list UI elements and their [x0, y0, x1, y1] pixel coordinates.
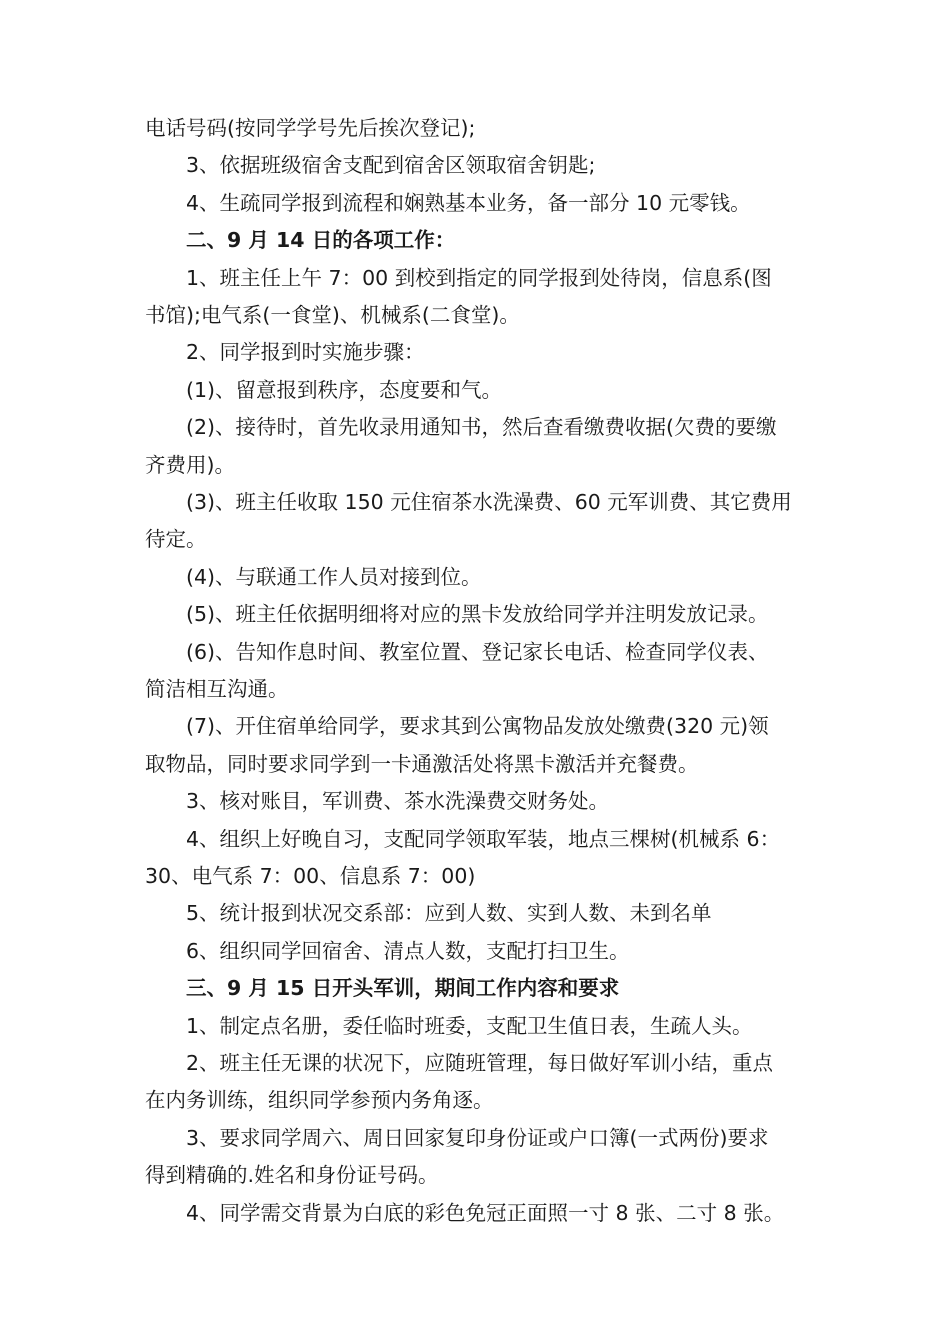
- text-line: 30、电气系 7：00、信息系 7：00): [145, 864, 476, 888]
- text-line: 取物品，同时要求同学到一卡通激活处将黑卡激活并充餐费。: [145, 751, 699, 776]
- text-line: (4)、与联通工作人员对接到位。: [186, 564, 482, 589]
- text-line: 待定。: [145, 527, 207, 552]
- text-line: (2)、接待时，首先收录用通知书，然后查看缴费收据(欠费的要缴: [186, 415, 777, 440]
- text-line: 4、组织上好晚自习，支配同学领取军装，地点三棵树(机械系 6：: [186, 826, 781, 851]
- text-line: 6、组织同学回宿舍、清点人数，支配打扫卫生。: [186, 938, 630, 963]
- text-line: 5、统计报到状况交系部：应到人数、实到人数、未到名单: [186, 901, 712, 926]
- text-line: 2、同学报到时实施步骤：: [186, 340, 425, 365]
- text-line: 4、同学需交背景为白底的彩色免冠正面照一寸 8 张、二寸 8 张。: [186, 1200, 785, 1225]
- text-line: 4、生疏同学报到流程和娴熟基本业务，备一部分 10 元零钱。: [186, 190, 751, 215]
- text-line: 3、核对账目，军训费、茶水洗澡费交财务处。: [186, 789, 610, 814]
- text-line: 得到精确的.姓名和身份证号码。: [145, 1163, 439, 1188]
- section-heading: 三、9 月 15 日开头军训，期间工作内容和要求: [186, 976, 620, 1001]
- text-line: 3、要求同学周六、周日回家复印身份证或户口簿(一式两份)要求: [186, 1125, 769, 1150]
- text-line: 1、制定点名册，委任临时班委，支配卫生值日表，生疏人头。: [186, 1013, 753, 1038]
- text-line: (7)、开住宿单给同学，要求其到公寓物品发放处缴费(320 元)领: [186, 714, 769, 739]
- text-line: 在内务训练，组织同学参预内务角逐。: [145, 1088, 494, 1113]
- text-line: 简洁相互沟通。: [145, 677, 289, 701]
- text-line: (3)、班主任收取 150 元住宿茶水洗澡费、60 元军训费、其它费用: [186, 490, 792, 514]
- text-line: 3、依据班级宿舍支配到宿舍区领取宿舍钥匙;: [186, 153, 596, 178]
- text-line: 书馆);电气系(一食堂)、机械系(二食堂)。: [145, 303, 520, 327]
- text-line: (6)、告知作息时间、教室位置、登记家长电话、检查同学仪表、: [186, 639, 769, 664]
- text-line: (1)、留意报到秩序，态度要和气。: [186, 377, 503, 402]
- text-line: 1、班主任上午 7：00 到校到指定的同学报到处待岗，信息系(图: [186, 265, 772, 290]
- text-line: 齐费用)。: [145, 452, 235, 477]
- text-line: (5)、班主任依据明细将对应的黑卡发放给同学并注明发放记录。: [186, 602, 769, 627]
- text-line: 电话号码(按同学学号先后挨次登记);: [145, 116, 476, 140]
- text-line: 2、班主任无课的状况下，应随班管理，每日做好军训小结，重点: [186, 1051, 774, 1075]
- section-heading: 二、9 月 14 日的各项工作：: [186, 228, 456, 253]
